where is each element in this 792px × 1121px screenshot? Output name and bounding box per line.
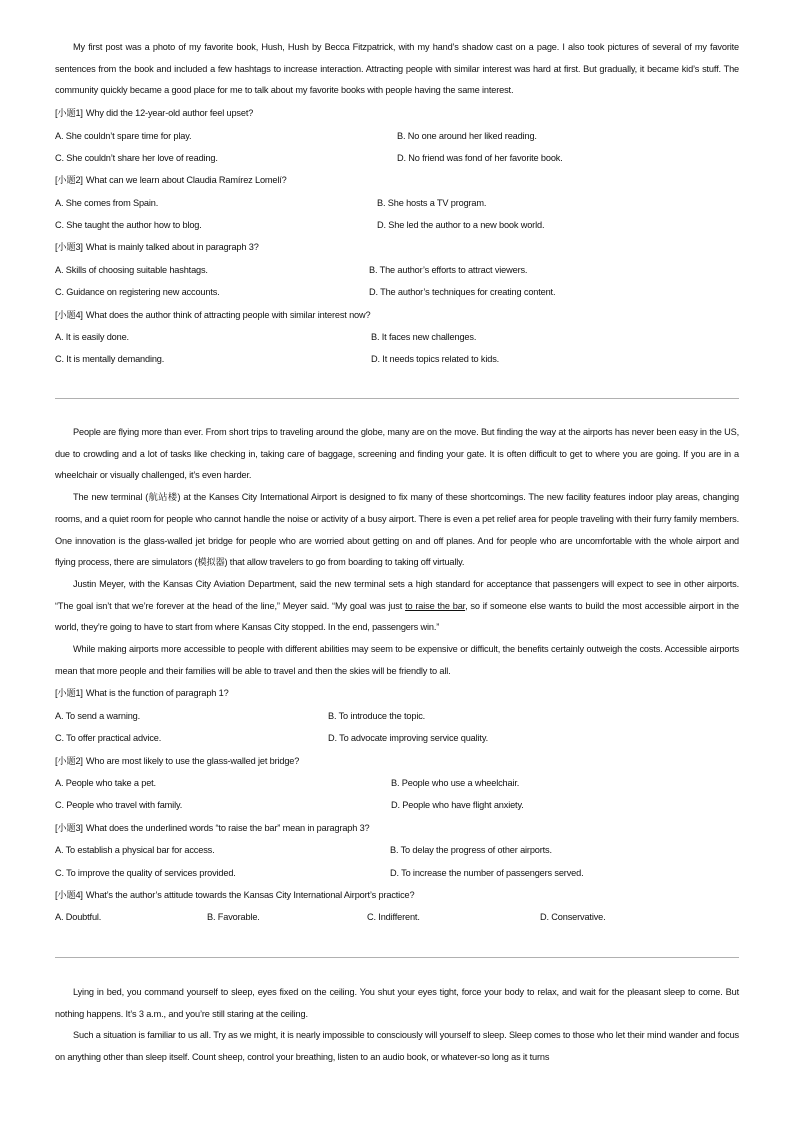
question-2-1-options-row-2 bbox=[55, 727, 739, 749]
question-1-1-options-row-1 bbox=[55, 125, 739, 147]
section-divider bbox=[55, 957, 739, 958]
passage-2 bbox=[55, 422, 739, 929]
option-b[interactable]: B. It faces new challenges. bbox=[371, 332, 477, 343]
option-c[interactable]: C. She taught the author how to blog. bbox=[55, 220, 202, 231]
option-d[interactable]: D. It needs topics related to kids. bbox=[371, 354, 500, 365]
option-b[interactable]: B. People who use a wheelchair. bbox=[391, 778, 520, 789]
question-2-4-options-row-1 bbox=[55, 906, 739, 928]
question-2-3-options-row-1 bbox=[55, 839, 739, 861]
passage-2-paragraph-1: People are flying more than ever. From short trips to traveling around the globe, many are on the move. But finding the way at the airports has never been easy in the US, due to crowding and a lot of tasks like checking in, taking care of baggage, screening and finding your gate. It is often difficult to get to where you are going. If you are in a wheelchair or visually challenged, it’s even harder. bbox=[55, 427, 739, 481]
question-2-2: [小题2] Who are most likely to use the glass-walled jet bridge? bbox=[55, 755, 300, 766]
option-a[interactable]: A. Skills of choosing suitable hashtags. bbox=[55, 264, 208, 275]
option-c[interactable]: C. People who travel with family. bbox=[55, 800, 183, 811]
passage-2-paragraph-3: Justin Meyer, with the Kansas City Aviation Department, said the new terminal sets a high standard for acceptance that passengers will expect to see in other airports. “The goal isn’t that we’re forever at the head of the line,” Meyer said. “My goal was just to raise the bar, so if someone else wants to build the most accessible airport in the world, they’re going to have to start from where Kansas City stopped. In the end, passengers win.” bbox=[55, 578, 739, 633]
option-d[interactable]: D. She led the author to a new book world. bbox=[377, 220, 545, 231]
passage-1 bbox=[55, 37, 739, 371]
question-1-3: [小题3] What is mainly talked about in paragraph 3? bbox=[55, 242, 259, 253]
question-1-4-options-row-2 bbox=[55, 348, 739, 370]
option-a[interactable]: A. Doubtful. bbox=[55, 912, 102, 923]
passage-2-paragraph-2: The new terminal (航站楼) at the Kanses City International Airport is designed to fix many of these shortcomings. The new facility features indoor play areas, changing rooms, and a quiet room for people who cannot handle the noise or activity of a busy airport. There is even a pet relief area for people traveling with their furry family members. One innovation is the glass-walled jet bridge for people who are worried about getting on and off planes. And for people who are uncomfortable with the whole airport and flying process, there are simulators (模拟器) that allow travelers to go from boarding to taking off virtually. bbox=[55, 492, 739, 568]
question-2-1: [小题1] What is the function of paragraph 1? bbox=[55, 688, 229, 699]
option-b[interactable]: B. The author’s efforts to attract viewers. bbox=[369, 264, 528, 275]
option-a[interactable]: A. To send a warning. bbox=[55, 710, 141, 721]
option-b[interactable]: B. No one around her liked reading. bbox=[397, 130, 537, 141]
option-b[interactable]: B. Favorable. bbox=[207, 912, 260, 923]
option-a[interactable]: A. People who take a pet. bbox=[55, 778, 156, 789]
question-1-2-options-row-1 bbox=[55, 192, 739, 214]
option-c[interactable]: C. Indifferent. bbox=[367, 912, 420, 923]
passage-1-paragraph: My first post was a photo of my favorite book, Hush, Hush by Becca Fitzpatrick, with my hand’s shadow cast on a page. I also took pictures of several of my favorite sentences from the book and included a few hashtags to increase interaction. Attracting people with similar interest was hard at first. But gradually, it became kid’s stuff. The community quickly became a good place for me to talk about my favorite books with people having the same interest. bbox=[55, 42, 739, 96]
option-a[interactable]: A. To establish a physical bar for access. bbox=[55, 845, 215, 856]
question-1-3-options-row-2 bbox=[55, 281, 739, 303]
question-1-1-options-row-2 bbox=[55, 147, 739, 169]
option-c[interactable]: C. It is mentally demanding. bbox=[55, 354, 165, 365]
passage-3 bbox=[55, 982, 739, 1069]
option-c[interactable]: C. Guidance on registering new accounts. bbox=[55, 287, 220, 298]
question-1-2-options-row-2 bbox=[55, 214, 739, 236]
question-2-1-options-row-1 bbox=[55, 705, 739, 727]
option-d[interactable]: D. Conservative. bbox=[540, 912, 606, 923]
passage-2-paragraph-4: While making airports more accessible to people with different abilities may seem to be expensive or difficult, the benefits certainly outweigh the costs. Accessible airports mean that more people and their families will be able to travel and then the skies will be friendly to all. bbox=[55, 644, 739, 676]
question-2-2-options-row-2 bbox=[55, 794, 739, 816]
option-d[interactable]: D. The author’s techniques for creating content. bbox=[369, 287, 556, 298]
option-a[interactable]: A. It is easily done. bbox=[55, 332, 129, 343]
section-divider bbox=[55, 398, 739, 399]
option-a[interactable]: A. She couldn’t spare time for play. bbox=[55, 130, 192, 141]
question-2-4: [小题4] What’s the author’s attitude towards the Kansas City International Airport’s practice? bbox=[55, 890, 415, 900]
question-1-2: [小题2] What can we learn about Claudia Ramírez Lomelí? bbox=[55, 175, 287, 186]
option-d[interactable]: D. People who have flight anxiety. bbox=[391, 800, 524, 811]
passage-3-paragraph-1: Lying in bed, you command yourself to sleep, eyes fixed on the ceiling. You shut your eyes tight, force your body to relax, and wait for the pleasant sleep to come. But nothing happens. It’s 3 a.m., and you’re still staring at the ceiling. bbox=[55, 987, 739, 1019]
passage-3-paragraph-2: Such a situation is familiar to us all. Try as we might, it is nearly impossible to consciously will yourself to sleep. Sleep comes to those who let their mind wander and focus on anything other than sleep itself. Count sheep, control your breathing, listen to an audio book, or whatever-so long as it turns bbox=[55, 1030, 739, 1063]
option-a[interactable]: A. She comes from Spain. bbox=[55, 197, 159, 208]
question-1-4: [小题4] What does the author think of attracting people with similar interest now? bbox=[55, 309, 371, 320]
question-2-3-options-row-2 bbox=[55, 862, 739, 884]
option-b[interactable]: B. To delay the progress of other airports. bbox=[390, 845, 552, 856]
question-2-2-options-row-1 bbox=[55, 772, 739, 794]
option-c[interactable]: C. She couldn’t share her love of reading. bbox=[55, 152, 218, 163]
underlined-phrase: to raise the bar bbox=[405, 600, 466, 611]
option-d[interactable]: D. To increase the number of passengers served. bbox=[390, 867, 584, 878]
question-1-4-options-row-1 bbox=[55, 326, 739, 348]
question-2-3: [小题3] What does the underlined words “to raise the bar” mean in paragraph 3? bbox=[55, 822, 370, 833]
question-1-1: [小题1] Why did the 12-year-old author feel upset? bbox=[55, 108, 254, 119]
option-c[interactable]: C. To offer practical advice. bbox=[55, 733, 162, 744]
option-b[interactable]: B. To introduce the topic. bbox=[328, 710, 426, 721]
option-c[interactable]: C. To improve the quality of services provided. bbox=[55, 867, 236, 878]
option-d[interactable]: D. No friend was fond of her favorite book. bbox=[397, 152, 563, 163]
option-b[interactable]: B. She hosts a TV program. bbox=[377, 197, 487, 208]
question-1-3-options-row-1 bbox=[55, 259, 739, 281]
option-d[interactable]: D. To advocate improving service quality. bbox=[328, 733, 488, 744]
